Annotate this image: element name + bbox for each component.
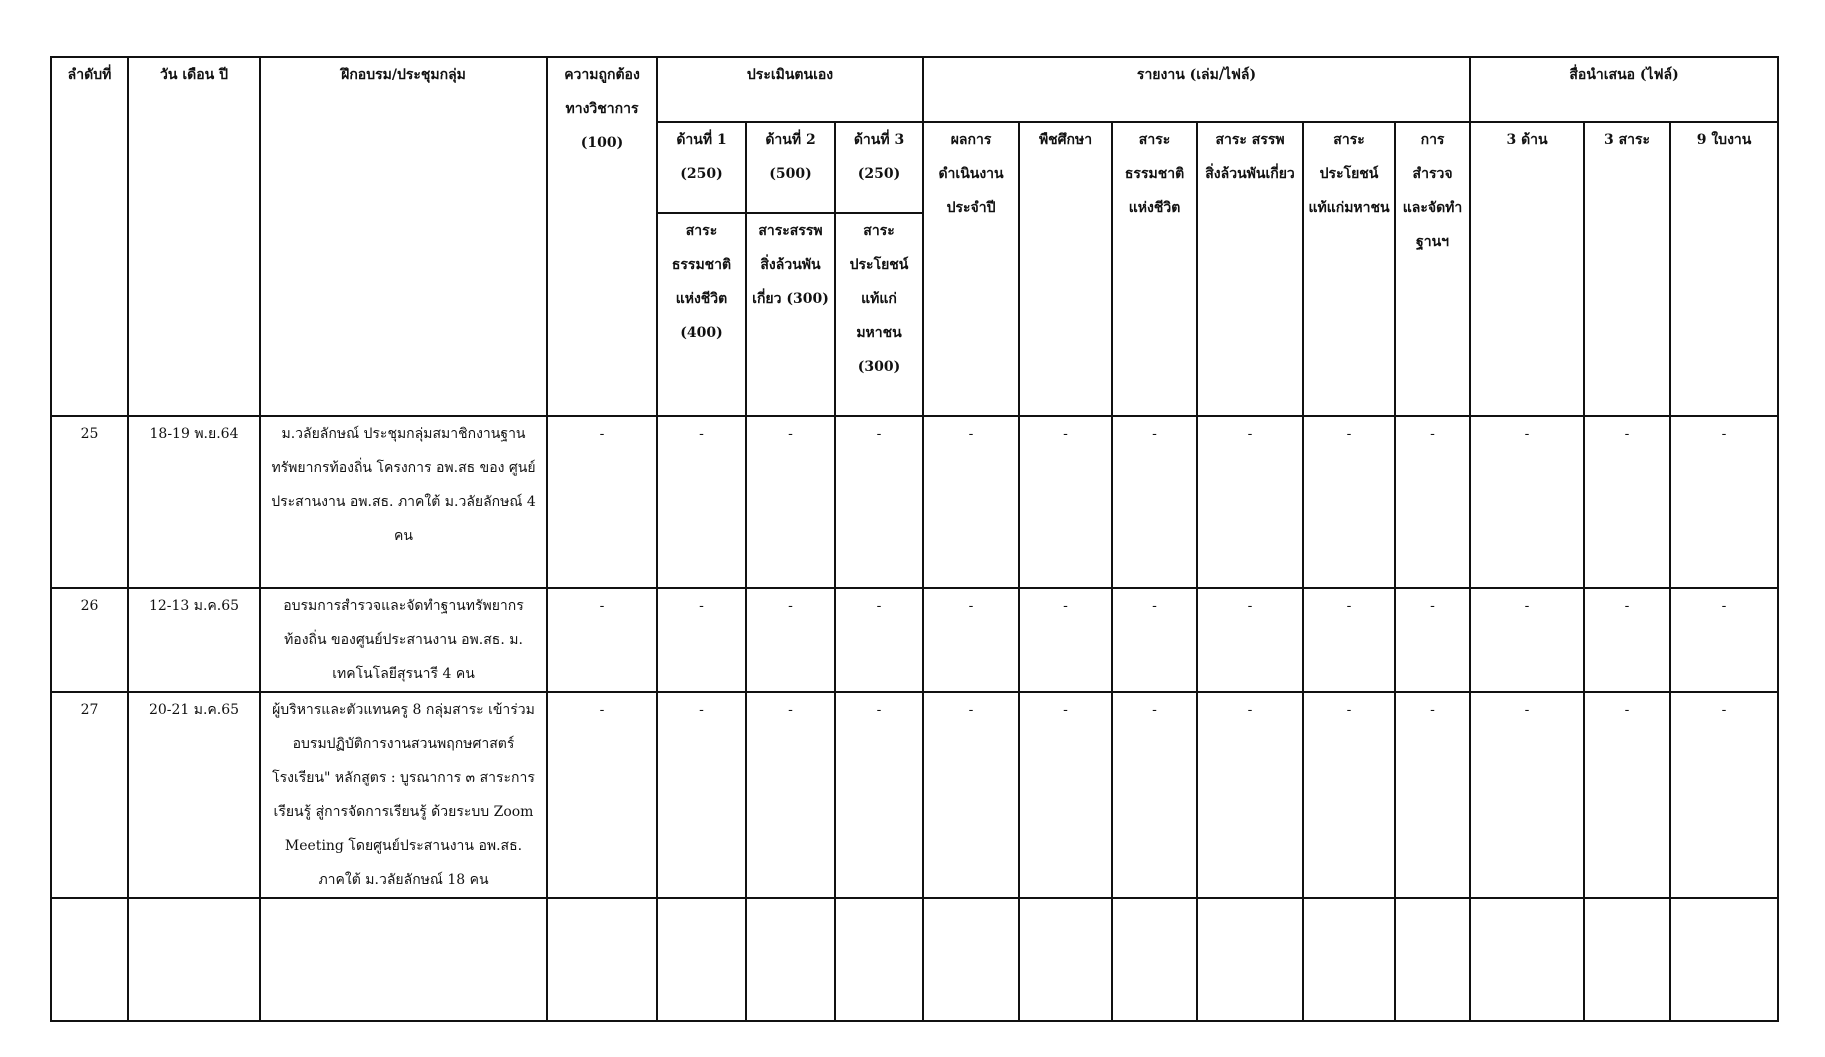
cell-report-annual: - — [923, 692, 1019, 898]
cell-self-eval-3: - — [835, 416, 923, 588]
header-report-survey: การ สำรวจ และจัดทำ ฐานฯ — [1395, 122, 1470, 416]
table-row — [51, 692, 1778, 898]
cell-report-related: - — [1197, 416, 1303, 588]
cell-media-3-aspects: - — [1470, 588, 1584, 692]
cell-media-9-worksheets: - — [1670, 692, 1778, 898]
header-report-nature: สาระ ธรรมชาติ แห่งชีวิต — [1112, 122, 1197, 416]
cell-media-3-subjects: - — [1584, 692, 1670, 898]
empty-cell — [51, 898, 128, 1021]
empty-cell — [1303, 898, 1395, 1021]
empty-cell — [1670, 898, 1778, 1021]
cell-media-9-worksheets: - — [1670, 416, 1778, 588]
cell-accuracy: - — [547, 692, 657, 898]
header-report-annual: ผลการ ดำเนินงาน ประจำปี — [923, 122, 1019, 416]
cell-self-eval-1: - — [657, 416, 746, 588]
cell-report-benefit: - — [1303, 416, 1395, 588]
cell-report-survey: - — [1395, 416, 1470, 588]
empty-cell — [746, 898, 835, 1021]
row-date: 18-19 พ.ย.64 — [128, 416, 260, 588]
cell-report-plants: - — [1019, 692, 1112, 898]
empty-cell — [260, 898, 547, 1021]
cell-media-3-aspects: - — [1470, 416, 1584, 588]
cell-report-survey: - — [1395, 692, 1470, 898]
empty-cell — [657, 898, 746, 1021]
cell-report-related: - — [1197, 588, 1303, 692]
row-activity: อบรมการสำรวจและจัดทำฐานทรัพยากร ท้องถิ่น ของศูนย์ประสานงาน อพ.สธ. ม. เทคโนโลยีสุรนารี 4 คน — [260, 588, 547, 692]
cell-report-plants: - — [1019, 416, 1112, 588]
header-media: สื่อนำเสนอ (ไฟล์) — [1470, 57, 1778, 122]
row-activity: ม.วลัยลักษณ์ ประชุมกลุ่มสมาชิกงานฐาน ทรัพยากรท้องถิ่น โครงการ อพ.สธ ของ ศูนย์ ประสานงาน อพ.สธ. ภาคใต้ ม.วลัยลักษณ์ 4 คน — [260, 416, 547, 588]
empty-cell — [835, 898, 923, 1021]
cell-report-nature: - — [1112, 416, 1197, 588]
cell-report-related: - — [1197, 692, 1303, 898]
cell-report-annual: - — [923, 416, 1019, 588]
cell-self-eval-2: - — [746, 416, 835, 588]
header-report: รายงาน (เล่ม/ไฟล์) — [923, 57, 1470, 122]
cell-media-3-aspects: - — [1470, 692, 1584, 898]
header-media-9-worksheets: 9 ใบงาน — [1670, 122, 1778, 416]
empty-cell — [923, 898, 1019, 1021]
activity-table — [50, 56, 1779, 1022]
header-report-plants: พืชศึกษา — [1019, 122, 1112, 416]
cell-report-nature: - — [1112, 588, 1197, 692]
empty-cell — [1112, 898, 1197, 1021]
header-seq: ลำดับที่ — [51, 57, 128, 416]
cell-media-3-subjects: - — [1584, 416, 1670, 588]
header-self-eval-2-sub: สาระสรรพ สิ่งล้วนพัน เกี่ยว (300) — [746, 213, 835, 416]
cell-self-eval-1: - — [657, 588, 746, 692]
cell-report-survey: - — [1395, 588, 1470, 692]
row-activity: ผู้บริหารและตัวแทนครู 8 กลุ่มสาระ เข้าร่วม อบรมปฏิบัติการงานสวนพฤกษศาสตร์ โรงเรียน" หลักสูตร : บูรณาการ ๓ สาระการ เรียนรู้ สู่การจัดการเรียนรู้ ด้วยระบบ Zoom Meeting โดยศูนย์ประสานงาน อพ.สธ. ภาคใต้ ม.วลัยลักษณ์ 18 คน — [260, 692, 547, 898]
cell-self-eval-2: - — [746, 692, 835, 898]
cell-accuracy: - — [547, 588, 657, 692]
empty-cell — [1019, 898, 1112, 1021]
row-seq: 27 — [51, 692, 128, 898]
cell-self-eval-1: - — [657, 692, 746, 898]
cell-self-eval-2: - — [746, 588, 835, 692]
empty-cell — [1197, 898, 1303, 1021]
header-self-eval-1-sub: สาระ ธรรมชาติ แห่งชีวิต (400) — [657, 213, 746, 416]
header-report-related: สาระ สรรพ สิ่งล้วนพันเกี่ยว — [1197, 122, 1303, 416]
header-self-eval-2: ด้านที่ 2 (500) — [746, 122, 835, 213]
empty-row — [51, 898, 1778, 1021]
row-seq: 26 — [51, 588, 128, 692]
cell-report-annual: - — [923, 588, 1019, 692]
header-media-3-subjects: 3 สาระ — [1584, 122, 1670, 416]
cell-report-plants: - — [1019, 588, 1112, 692]
empty-cell — [1470, 898, 1584, 1021]
cell-report-benefit: - — [1303, 588, 1395, 692]
header-activity: ฝึกอบรม/ประชุมกลุ่ม — [260, 57, 547, 416]
header-self-eval-3: ด้านที่ 3 (250) — [835, 122, 923, 213]
empty-cell — [1584, 898, 1670, 1021]
header-report-benefit: สาระ ประโยชน์ แท้แก่มหาชน — [1303, 122, 1395, 416]
cell-media-9-worksheets: - — [1670, 588, 1778, 692]
header-accuracy: ความถูกต้อง ทางวิชาการ (100) — [547, 57, 657, 416]
cell-report-benefit: - — [1303, 692, 1395, 898]
cell-self-eval-3: - — [835, 588, 923, 692]
table-row — [51, 588, 1778, 692]
empty-cell — [1395, 898, 1470, 1021]
cell-report-nature: - — [1112, 692, 1197, 898]
cell-media-3-subjects: - — [1584, 588, 1670, 692]
header-self-eval: ประเมินตนเอง — [657, 57, 923, 122]
cell-accuracy: - — [547, 416, 657, 588]
header-media-3-aspects: 3 ด้าน — [1470, 122, 1584, 416]
cell-self-eval-3: - — [835, 692, 923, 898]
empty-cell — [547, 898, 657, 1021]
row-date: 20-21 ม.ค.65 — [128, 692, 260, 898]
header-self-eval-1: ด้านที่ 1 (250) — [657, 122, 746, 213]
header-date: วัน เดือน ปี — [128, 57, 260, 416]
header-self-eval-3-sub: สาระ ประโยชน์ แท้แก่ มหาชน (300) — [835, 213, 923, 416]
table-row — [51, 416, 1778, 588]
row-seq: 25 — [51, 416, 128, 588]
row-date: 12-13 ม.ค.65 — [128, 588, 260, 692]
empty-cell — [128, 898, 260, 1021]
